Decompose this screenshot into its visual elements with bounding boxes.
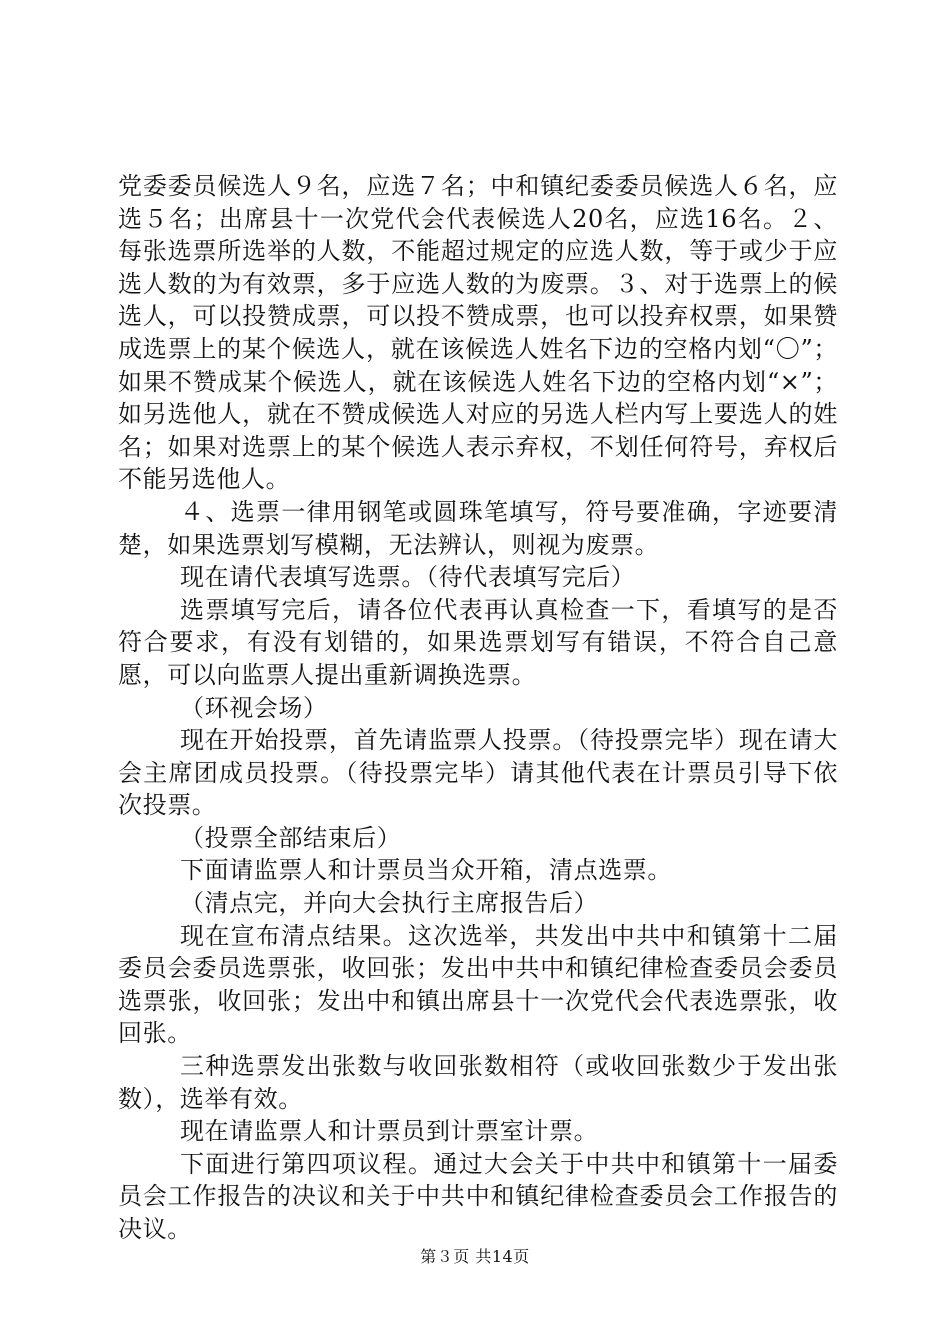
- paragraph-voting-finished: （投票全部结束后）: [180, 823, 402, 852]
- paragraph-count-result: 现在宣布清点结果。这次选举，共发出中共中和镇第十二届委员会委员选票张，收回张；发出中共中和镇纪律检查委员会委员选票张，收回张；发出中和镇出席县十一次党代会代表选票张，收回张。: [118, 921, 838, 1048]
- paragraph-look-around: （环视会场）: [180, 693, 328, 722]
- document-body: [118, 170, 838, 1246]
- paragraph-tally-room: 现在请监票人和计票员到计票室计票。: [180, 1117, 599, 1146]
- paragraph-count-finished: （清点完，并向大会执行主席报告后）: [180, 889, 599, 918]
- paragraph-open-box: 下面请监票人和计票员当众开箱，清点选票。: [180, 856, 672, 885]
- paragraph-election-valid: 三种选票发出张数与收回张数相符（或收回张数少于发出张数），选举有效。: [118, 1052, 838, 1113]
- paragraph-check-ballot: 选票填写完后，请各位代表再认真检查一下，看填写的是否符合要求，有没有划错的，如果选票划写有错误，不符合自己意愿，可以向监票人提出重新调换选票。: [118, 595, 838, 689]
- paragraph-rule-4: ４、选票一律用钢笔或圆珠笔填写，符号要准确，字迹要清楚，如果选票划写模糊，无法辨认，则视为废票。: [118, 497, 838, 559]
- paragraph-voting-rules: 党委委员候选人９名，应选７名；中和镇纪委委员候选人６名，应选５名；出席县十一次党代会代表候选人20名，应选16名。２、每张选票所选举的人数，不能超过规定的应选人数，等于或少于应选人数的为有效票，多于应选人数的为废票。３、对于选票上的候选人，可以投赞成票，可以投不赞成票，也可以投弃权票，如果赞成选票上的某个候选人，就在该候选人姓名下边的空格内划“〇”；如果不赞成某个候选人，就在该候选人姓名下边的空格内划“×”；如另选他人，就在不赞成候选人对应的另选人栏内写上要选人的姓名；如果对选票上的某个候选人表示弃权，不划任何符号，弃权后不能另选他人。: [118, 172, 838, 494]
- page-number-footer: 第３页 共14页: [420, 1247, 530, 1266]
- paragraph-fourth-agenda: 下面进行第四项议程。通过大会关于中共中和镇第十一届委员会工作报告的决议和关于中共中和镇纪律检查委员会工作报告的决议。: [118, 1149, 838, 1243]
- paragraph-fill-ballot: 现在请代表填写选票。（待代表填写完后）: [180, 563, 636, 592]
- paragraph-start-voting: 现在开始投票，首先请监票人投票。（待投票完毕）现在请大会主席团成员投票。（待投票完毕）请其他代表在计票员引导下依次投票。: [118, 726, 838, 820]
